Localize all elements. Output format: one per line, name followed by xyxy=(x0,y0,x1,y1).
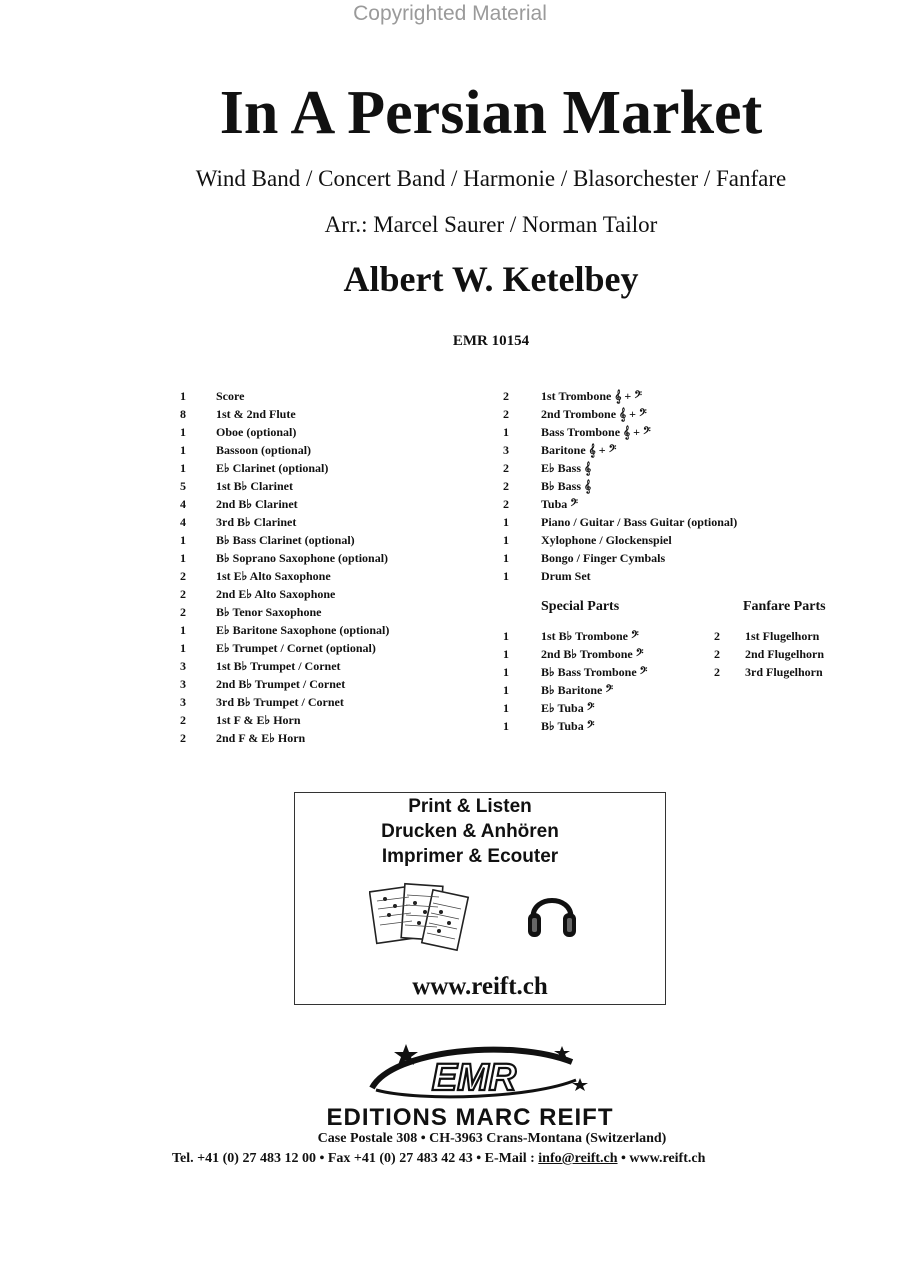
part-name: Baritone 𝄞 + 𝄢 xyxy=(541,443,617,457)
part-quantity: 1 xyxy=(503,683,509,697)
part-name: 2nd B♭ Trumpet / Cornet xyxy=(216,677,346,691)
part-quantity: 1 xyxy=(503,665,509,679)
part-row xyxy=(503,531,833,549)
contact-phone-fax: Tel. +41 (0) 27 483 12 00 • Fax +41 (0) 27 483 42 43 • E-Mail : xyxy=(172,1151,539,1166)
publisher-contact xyxy=(172,1151,705,1167)
part-name: Oboe (optional) xyxy=(216,425,297,439)
part-quantity: 1 xyxy=(503,719,509,733)
part-row xyxy=(180,549,480,567)
part-name: B♭ Bass Trombone 𝄢 xyxy=(541,665,648,679)
part-quantity: 3 xyxy=(503,443,509,457)
part-name: 2nd E♭ Alto Saxophone xyxy=(216,587,336,601)
part-row xyxy=(714,627,874,645)
part-quantity: 1 xyxy=(180,461,186,475)
part-row xyxy=(503,441,833,459)
part-quantity: 2 xyxy=(180,731,186,745)
part-name: 1st F & E♭ Horn xyxy=(216,713,301,727)
part-name: 1st B♭ Trombone 𝄢 xyxy=(541,629,639,643)
part-name: B♭ Soprano Saxophone (optional) xyxy=(216,551,389,565)
part-row xyxy=(180,405,480,423)
part-name: 1st Trombone 𝄞 + 𝄢 xyxy=(541,389,642,403)
instrumentation-subtitle: Wind Band / Concert Band / Harmonie / Blasorchester / Fanfare xyxy=(195,166,787,191)
part-name: E♭ Bass 𝄞 xyxy=(541,461,592,475)
print-listen-url: www.reift.ch xyxy=(412,973,548,1000)
page-title: In A Persian Market xyxy=(219,79,763,147)
part-quantity: 1 xyxy=(180,641,186,655)
part-name: E♭ Trumpet / Cornet (optional) xyxy=(216,641,376,655)
part-quantity: 2 xyxy=(503,461,509,475)
part-name: 1st B♭ Clarinet xyxy=(216,479,293,493)
part-row xyxy=(180,693,480,711)
sheet-music-icon xyxy=(369,881,473,953)
part-quantity: 2 xyxy=(503,407,509,421)
part-row xyxy=(714,663,874,681)
part-name: E♭ Baritone Saxophone (optional) xyxy=(216,623,390,637)
part-name: Bassoon (optional) xyxy=(216,443,312,457)
part-quantity: 2 xyxy=(714,629,720,643)
part-quantity: 2 xyxy=(714,665,720,679)
part-row xyxy=(503,717,703,735)
print-listen-line-fr: Imprimer & Ecouter xyxy=(381,846,559,867)
part-row xyxy=(503,567,833,585)
part-row xyxy=(180,495,480,513)
print-listen-line-en: Print & Listen xyxy=(408,796,532,817)
part-quantity: 1 xyxy=(503,701,509,715)
part-name: 3rd Flugelhorn xyxy=(745,665,823,679)
catalog-number: EMR 10154 xyxy=(452,333,530,349)
part-name: 1st & 2nd Flute xyxy=(216,407,296,421)
part-quantity: 1 xyxy=(503,569,509,583)
part-name: Bongo / Finger Cymbals xyxy=(541,551,666,565)
part-row xyxy=(180,639,480,657)
part-quantity: 1 xyxy=(503,425,509,439)
part-row xyxy=(180,423,480,441)
part-quantity: 2 xyxy=(180,605,186,619)
part-name: Xylophone / Glockenspiel xyxy=(541,533,672,547)
part-quantity: 1 xyxy=(180,443,186,457)
part-quantity: 2 xyxy=(180,569,186,583)
part-name: Score xyxy=(216,389,245,403)
part-name: 2nd Flugelhorn xyxy=(745,647,825,661)
part-row xyxy=(180,621,480,639)
part-row xyxy=(503,699,703,717)
part-name: 1st B♭ Trumpet / Cornet xyxy=(216,659,341,673)
contact-email-link[interactable]: info@reift.ch xyxy=(538,1151,618,1166)
copyright-watermark: Copyrighted Material xyxy=(353,2,547,25)
part-row xyxy=(180,459,480,477)
publisher-address: Case Postale 308 • CH-3963 Crans-Montana (Switzerland) xyxy=(317,1131,667,1146)
part-quantity: 2 xyxy=(503,479,509,493)
part-name: 2nd Trombone 𝄞 + 𝄢 xyxy=(541,407,647,421)
part-row xyxy=(503,423,833,441)
fanfare-parts-heading: Fanfare Parts xyxy=(743,599,826,614)
part-row xyxy=(503,681,703,699)
part-row xyxy=(503,387,833,405)
part-row xyxy=(503,495,833,513)
composer-name: Albert W. Ketelbey xyxy=(343,259,639,299)
special-parts-list xyxy=(503,627,703,735)
part-quantity: 2 xyxy=(180,713,186,727)
part-name: 2nd F & E♭ Horn xyxy=(216,731,306,745)
part-row xyxy=(180,675,480,693)
headphones-icon xyxy=(525,885,579,941)
publisher-name: EDITIONS MARC REIFT xyxy=(326,1104,614,1131)
part-quantity: 8 xyxy=(180,407,186,421)
part-quantity: 1 xyxy=(503,515,509,529)
part-quantity: 1 xyxy=(180,623,186,637)
part-quantity: 5 xyxy=(180,479,186,493)
part-name: B♭ Tuba 𝄢 xyxy=(541,719,595,733)
part-name: Bass Trombone 𝄞 + 𝄢 xyxy=(541,425,651,439)
part-quantity: 1 xyxy=(180,551,186,565)
part-name: E♭ Clarinet (optional) xyxy=(216,461,329,475)
part-name: 2nd B♭ Clarinet xyxy=(216,497,298,511)
part-quantity: 3 xyxy=(180,695,186,709)
part-quantity: 1 xyxy=(503,647,509,661)
part-quantity: 4 xyxy=(180,515,186,529)
parts-list-right xyxy=(503,387,833,585)
part-name: 3rd B♭ Clarinet xyxy=(216,515,297,529)
part-quantity: 3 xyxy=(180,659,186,673)
print-listen-line-de: Drucken & Anhören xyxy=(381,821,559,842)
fanfare-parts-list xyxy=(714,627,874,681)
part-quantity: 2 xyxy=(714,647,720,661)
print-and-listen-box xyxy=(294,792,666,1005)
part-quantity: 1 xyxy=(503,551,509,565)
part-row xyxy=(180,567,480,585)
part-name: B♭ Bass Clarinet (optional) xyxy=(216,533,355,547)
part-name: B♭ Bass 𝄞 xyxy=(541,479,592,493)
part-quantity: 1 xyxy=(180,425,186,439)
emr-logo xyxy=(362,1040,592,1106)
arranger-line: Arr.: Marcel Saurer / Norman Tailor xyxy=(324,212,658,237)
part-row xyxy=(503,549,833,567)
part-row xyxy=(714,645,874,663)
part-quantity: 2 xyxy=(180,587,186,601)
part-name: E♭ Tuba 𝄢 xyxy=(541,701,595,715)
part-row xyxy=(180,711,480,729)
part-name: Piano / Guitar / Bass Guitar (optional) xyxy=(541,515,738,529)
part-quantity: 4 xyxy=(180,497,186,511)
part-row xyxy=(180,657,480,675)
part-row xyxy=(180,729,480,747)
part-name: 3rd B♭ Trumpet / Cornet xyxy=(216,695,344,709)
part-quantity: 1 xyxy=(503,533,509,547)
part-row xyxy=(180,441,480,459)
part-name: 1st E♭ Alto Saxophone xyxy=(216,569,331,583)
special-parts-heading: Special Parts xyxy=(541,599,620,614)
part-quantity: 1 xyxy=(503,629,509,643)
part-row xyxy=(503,405,833,423)
part-quantity: 3 xyxy=(180,677,186,691)
part-row xyxy=(503,645,703,663)
part-name: Drum Set xyxy=(541,569,591,583)
part-row xyxy=(180,531,480,549)
part-row xyxy=(503,513,833,531)
part-row xyxy=(180,477,480,495)
part-row xyxy=(180,585,480,603)
emr-logo-text: EMR xyxy=(431,1057,517,1099)
part-name: B♭ Baritone 𝄢 xyxy=(541,683,614,697)
part-row xyxy=(503,663,703,681)
part-quantity: 1 xyxy=(180,389,186,403)
part-row xyxy=(180,603,480,621)
part-row xyxy=(503,477,833,495)
part-row xyxy=(180,387,480,405)
part-name: Tuba 𝄢 xyxy=(541,497,578,511)
part-quantity: 2 xyxy=(503,389,509,403)
part-name: 2nd B♭ Trombone 𝄢 xyxy=(541,647,644,661)
part-row xyxy=(503,459,833,477)
part-name: 1st Flugelhorn xyxy=(745,629,820,643)
part-name: B♭ Tenor Saxophone xyxy=(216,605,322,619)
part-row xyxy=(503,627,703,645)
contact-website: • www.reift.ch xyxy=(617,1151,706,1166)
parts-list-left xyxy=(180,387,480,747)
part-quantity: 2 xyxy=(503,497,509,511)
part-row xyxy=(180,513,480,531)
part-quantity: 1 xyxy=(180,533,186,547)
